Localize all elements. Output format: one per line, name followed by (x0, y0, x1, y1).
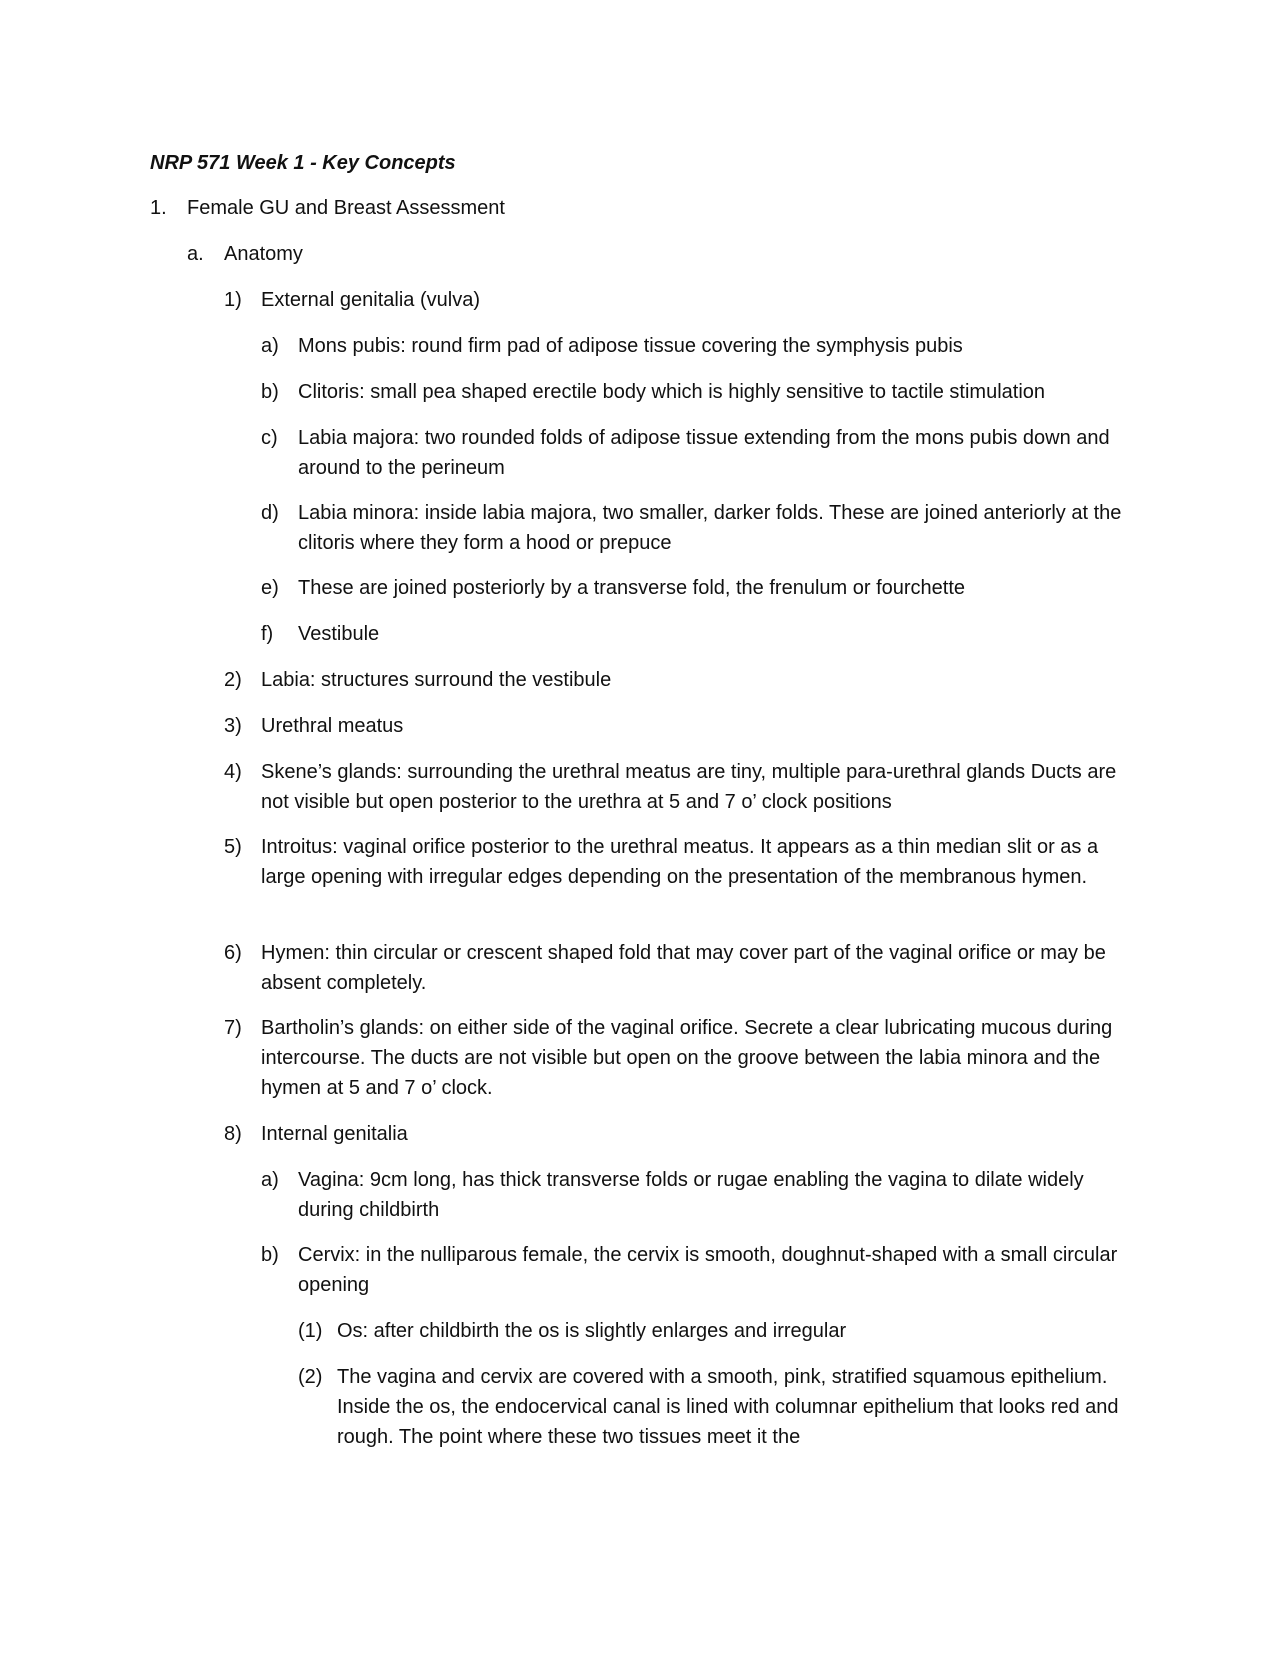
list-item (261, 619, 1126, 649)
list-item-text: External genitalia (vulva) (261, 289, 480, 311)
list-marker: (1) (298, 1320, 323, 1342)
list-item (261, 377, 1126, 407)
list-item (261, 1165, 1126, 1225)
list-marker: b) (261, 1244, 279, 1266)
list-marker: 8) (224, 1123, 242, 1145)
list-marker: 3) (224, 715, 242, 737)
list-item-text: Os: after childbirth the os is slightly enlarges and irregular (337, 1320, 847, 1342)
list-item (224, 832, 1124, 892)
list-marker: 1) (224, 289, 242, 311)
list-item (224, 285, 1124, 315)
list-item (224, 757, 1124, 817)
list-marker: 1. (150, 197, 167, 219)
list-item-text: Skene’s glands: surrounding the urethral meatus are tiny, multiple para-urethral glands Ducts are not visible but open posterior to the urethra at 5 and 7 o’ clock positions (261, 761, 1117, 813)
list-marker: (2) (298, 1366, 323, 1388)
list-item (261, 573, 1126, 603)
list-marker: 7) (224, 1017, 242, 1039)
list-item (298, 1362, 1126, 1452)
list-marker: d) (261, 502, 279, 524)
list-item (261, 1240, 1126, 1300)
list-item-text: Mons pubis: round firm pad of adipose tissue covering the symphysis pubis (298, 335, 963, 357)
list-marker: a) (261, 335, 279, 357)
list-marker: 5) (224, 836, 242, 858)
list-item (224, 1119, 1124, 1149)
list-item (261, 498, 1126, 558)
list-item (261, 423, 1126, 483)
list-item-text: These are joined posteriorly by a transverse fold, the frenulum or fourchette (298, 577, 966, 599)
list-item-text: Labia majora: two rounded folds of adipose tissue extending from the mons pubis down and around to the perineum (298, 427, 1110, 479)
list-item (298, 1316, 1126, 1346)
list-item-text: Labia: structures surround the vestibule (261, 669, 612, 691)
list-item-text: Female GU and Breast Assessment (187, 197, 505, 219)
list-item (261, 331, 1126, 361)
list-marker: 4) (224, 761, 242, 783)
list-item-text: Urethral meatus (261, 715, 404, 737)
list-item-text: Cervix: in the nulliparous female, the cervix is smooth, doughnut-shaped with a small circular opening (298, 1244, 1118, 1296)
list-item (224, 665, 1124, 695)
list-marker: a) (261, 1169, 279, 1191)
list-item-text: Anatomy (224, 243, 303, 265)
list-item-text: Hymen: thin circular or crescent shaped fold that may cover part of the vaginal orifice or may be absent completely. (261, 942, 1106, 994)
list-item-text: Vestibule (298, 623, 380, 645)
list-marker: 2) (224, 669, 242, 691)
list-item-text: The vagina and cervix are covered with a smooth, pink, stratified squamous epithelium. Inside the os, the endocervical canal is lined with columnar epithelium that looks red and rough. The point where these two tissues meet it the (337, 1366, 1119, 1448)
list-marker: e) (261, 577, 279, 599)
list-item-text: Vagina: 9cm long, has thick transverse folds or rugae enabling the vagina to dilate widely during childbirth (298, 1169, 1084, 1221)
list-item (150, 193, 1130, 223)
list-marker: c) (261, 427, 278, 449)
list-marker: b) (261, 381, 279, 403)
list-item (224, 711, 1124, 741)
document-title: NRP 571 Week 1 - Key Concepts (150, 152, 456, 174)
list-item-text: Clitoris: small pea shaped erectile body which is highly sensitive to tactile stimulation (298, 381, 1046, 403)
list-item-text: Internal genitalia (261, 1123, 408, 1145)
list-item-text: Labia minora: inside labia majora, two smaller, darker folds. These are joined anteriorly at the clitoris where they form a hood or prepuce (298, 502, 1122, 554)
list-item (187, 239, 1130, 269)
list-marker: a. (187, 243, 204, 265)
list-item (224, 1013, 1124, 1103)
list-item (224, 938, 1124, 998)
list-marker: f) (261, 623, 274, 645)
list-marker: 6) (224, 942, 242, 964)
list-item-text: Introitus: vaginal orifice posterior to the urethral meatus. It appears as a thin median slit or as a large opening with irregular edges depending on the presentation of the membranous hymen. (261, 836, 1099, 888)
list-item-text: Bartholin’s glands: on either side of the vaginal orifice. Secrete a clear lubricating mucous during intercourse. The ducts are not visible but open on the groove between the labia minora and the hymen at 5 and 7 o’ clock. (261, 1017, 1113, 1099)
